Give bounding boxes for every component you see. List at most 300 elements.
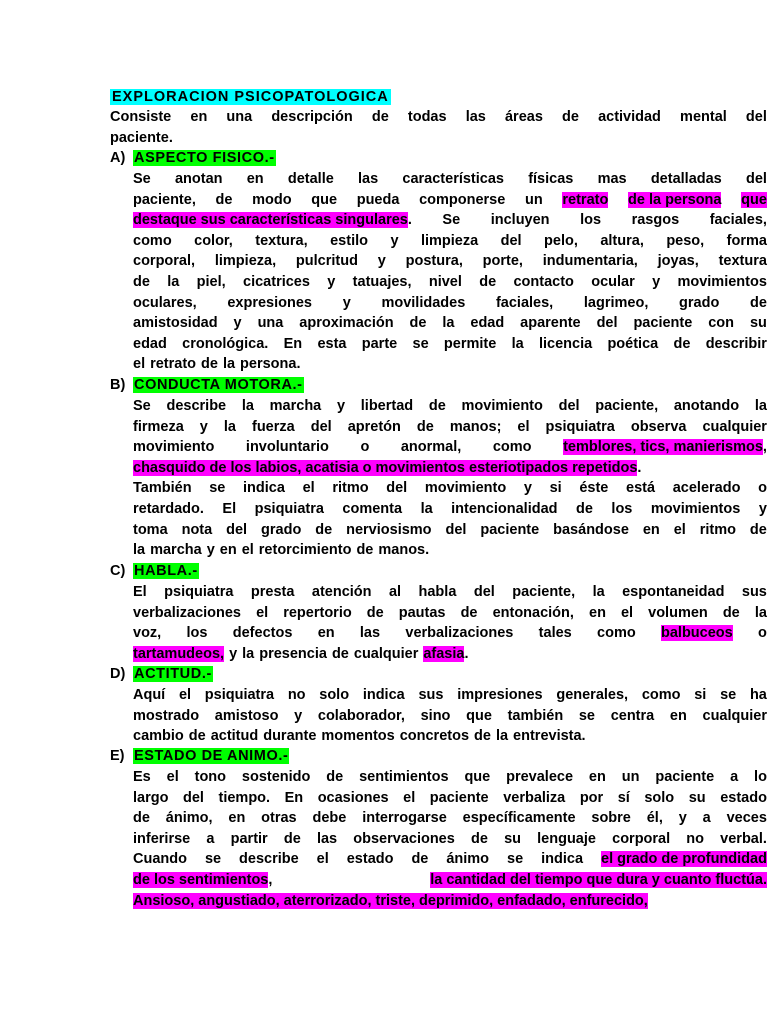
word	[133, 788, 168, 809]
word	[226, 107, 252, 128]
word-text: Aquí	[133, 687, 166, 703]
word-text: de	[133, 810, 150, 827]
word-text: tales	[538, 625, 572, 642]
word	[133, 169, 151, 190]
word	[133, 540, 145, 561]
word-text: que	[311, 191, 338, 208]
word	[651, 499, 740, 520]
word-text: y	[758, 500, 767, 517]
word	[474, 582, 495, 603]
word-text: retrato	[150, 356, 197, 373]
highlighted-word-group	[133, 644, 224, 665]
word-text: de	[576, 500, 593, 517]
text-line	[133, 313, 767, 334]
word	[483, 251, 523, 272]
word	[299, 313, 393, 334]
word-text: verbal.	[720, 830, 767, 847]
word	[255, 499, 324, 520]
word	[446, 849, 489, 870]
word	[618, 788, 630, 809]
word-text: movimiento	[424, 480, 507, 497]
word	[133, 582, 147, 603]
word-text: de	[331, 645, 349, 662]
word	[658, 251, 699, 272]
word	[242, 644, 254, 665]
word	[421, 231, 478, 252]
word	[263, 726, 316, 747]
word	[133, 313, 218, 334]
word-text: rasgos	[631, 212, 680, 229]
word	[750, 520, 767, 541]
word-text: de	[562, 109, 579, 125]
word	[311, 417, 332, 438]
word-text: del	[473, 584, 495, 600]
word	[175, 169, 223, 190]
word	[150, 354, 196, 375]
word	[612, 829, 670, 850]
word	[242, 396, 254, 417]
word	[750, 685, 767, 706]
word	[464, 767, 490, 788]
word	[706, 334, 767, 355]
word	[362, 808, 447, 829]
word	[389, 582, 401, 603]
word-text: sus	[418, 687, 444, 703]
word	[463, 808, 576, 829]
word-text: atención	[311, 584, 372, 600]
highlight-text: que	[741, 191, 767, 208]
word	[252, 190, 291, 211]
word-text: indica	[243, 480, 285, 497]
word	[755, 396, 767, 417]
word-text: si	[549, 480, 562, 497]
word-text: En	[284, 789, 304, 806]
word	[537, 829, 596, 850]
word-text: repertorio	[283, 604, 352, 621]
word-text: también	[507, 707, 564, 724]
word-text: textura,	[255, 232, 308, 249]
word-text: que	[464, 769, 491, 785]
word	[674, 334, 691, 355]
highlighted-word-group	[628, 190, 721, 211]
word-text: las	[465, 109, 486, 125]
word	[670, 706, 687, 727]
word	[133, 437, 214, 458]
word-text: cambio	[133, 728, 184, 745]
word	[411, 849, 428, 870]
word-text: cualquier	[702, 418, 767, 435]
text-line	[133, 706, 767, 727]
word-text: físicas	[528, 171, 574, 187]
word	[400, 726, 469, 747]
word	[425, 478, 506, 499]
word	[242, 540, 254, 561]
word	[679, 808, 687, 829]
word	[312, 808, 346, 829]
word-text: firmeza	[133, 418, 184, 435]
word	[445, 520, 466, 541]
word-text: los	[186, 625, 208, 642]
word	[256, 603, 268, 624]
word-text: pelo,	[544, 232, 578, 249]
word-text: en	[589, 604, 606, 621]
word-text: y	[678, 810, 687, 827]
word-text: describir	[705, 335, 767, 352]
word-text: y	[327, 273, 336, 290]
word	[746, 169, 767, 190]
word-text: habla	[418, 584, 457, 600]
word-text: un	[621, 769, 640, 785]
word	[417, 417, 434, 438]
word-text: mostrado	[133, 707, 200, 724]
word-text: sino	[420, 707, 451, 724]
word-text: fuerza	[252, 418, 295, 435]
word	[133, 726, 184, 747]
word	[386, 478, 407, 499]
word-text: indica	[541, 851, 584, 868]
word-text: un	[525, 191, 543, 208]
word	[600, 231, 644, 252]
highlight-text: destaque sus características singulares	[133, 212, 408, 229]
word	[633, 313, 692, 334]
word-text: los	[580, 212, 602, 229]
word-text: mental	[680, 109, 727, 125]
word-text: pueda	[356, 191, 400, 208]
word-text: de	[416, 418, 434, 435]
text-line	[133, 437, 767, 458]
word	[674, 520, 686, 541]
word	[318, 623, 335, 644]
word	[133, 190, 196, 211]
word-text: sí	[617, 789, 630, 806]
word-text: en	[588, 769, 606, 785]
highlight-text: de los sentimientos	[133, 871, 269, 888]
text-line	[133, 396, 767, 417]
word-text: se	[507, 851, 524, 868]
word	[194, 231, 233, 252]
word-text: corporal	[612, 830, 671, 847]
word-text: amistoso	[214, 707, 279, 724]
word-text: en	[669, 707, 687, 724]
word-text: movimientos	[677, 273, 767, 290]
word-text: se	[720, 687, 737, 703]
word-text: en	[317, 625, 335, 642]
word	[372, 107, 389, 128]
word-text: expresiones	[227, 294, 312, 311]
word-text: a	[702, 810, 711, 827]
word-text: y	[206, 542, 215, 559]
highlighted-word-group	[133, 891, 648, 912]
word	[133, 334, 167, 355]
word-text: forma	[726, 232, 767, 249]
word-text: como	[597, 625, 636, 642]
word-text: estado	[346, 851, 394, 868]
word	[462, 396, 543, 417]
word	[240, 354, 300, 375]
word	[261, 808, 296, 829]
word-text: ocasiones	[317, 789, 389, 806]
word	[546, 417, 615, 438]
text-line	[133, 458, 767, 479]
word	[421, 499, 433, 520]
word-text: postura,	[405, 253, 463, 270]
word	[598, 169, 627, 190]
word-text: detalle	[287, 171, 334, 187]
text-line	[133, 520, 767, 541]
word-text: paciente,	[512, 584, 576, 600]
word	[562, 107, 579, 128]
highlight-text: tartamudeos,	[133, 645, 225, 662]
word	[367, 603, 384, 624]
word	[496, 293, 553, 314]
word-text: se	[578, 707, 595, 724]
word	[679, 293, 719, 314]
word-text: esta	[317, 335, 347, 352]
word	[429, 396, 446, 417]
word	[556, 685, 628, 706]
word	[337, 396, 345, 417]
word-text: retardado.	[133, 500, 204, 517]
word-text: la	[754, 604, 767, 621]
word-text: descripción	[271, 109, 353, 125]
word-text: no	[686, 830, 705, 847]
word	[133, 767, 151, 788]
word	[359, 767, 448, 788]
word	[508, 706, 564, 727]
word	[381, 293, 465, 314]
word	[632, 210, 680, 231]
word	[442, 313, 454, 334]
word	[591, 272, 635, 293]
word-text: áreas	[504, 109, 543, 125]
word-text: indica	[362, 687, 405, 703]
word-text: sostenido	[241, 769, 311, 785]
word	[580, 788, 603, 809]
word	[750, 313, 767, 334]
word-text: sentimientos	[359, 769, 449, 785]
word	[284, 334, 303, 355]
word-text: verbalizaciones	[133, 604, 241, 621]
word	[133, 272, 150, 293]
word-text: En	[283, 335, 303, 352]
word-text: de	[201, 356, 218, 373]
word	[450, 417, 502, 438]
section-body-actitud	[133, 685, 767, 747]
word-text: y	[377, 253, 386, 270]
highlighted-word-group	[562, 190, 608, 211]
word	[550, 478, 562, 499]
word	[229, 644, 237, 665]
word-text: por	[579, 789, 604, 806]
word	[133, 499, 204, 520]
word	[215, 706, 279, 727]
document-title-text: EXPLORACION PSICOPATOLOGICA	[112, 89, 389, 105]
word-text: en	[642, 521, 660, 538]
word	[597, 623, 636, 644]
word-text: tono	[194, 769, 227, 785]
word	[243, 478, 285, 499]
word	[505, 107, 543, 128]
word	[720, 788, 767, 809]
text-line	[133, 354, 767, 375]
word-text: inferirse	[133, 830, 191, 847]
word	[512, 334, 524, 355]
word-text: movimiento	[133, 439, 215, 456]
word	[444, 334, 496, 355]
word-text: grado	[679, 294, 720, 311]
word-text: parte	[361, 335, 398, 352]
text-line	[133, 623, 767, 644]
word-text: del	[745, 171, 767, 187]
word	[317, 829, 337, 850]
word-text: al	[388, 584, 402, 600]
word-text: contacto	[513, 273, 574, 290]
text-line	[133, 788, 767, 809]
word	[258, 313, 284, 334]
word-text: el	[620, 604, 634, 621]
word-text: de	[356, 542, 374, 559]
text-line	[133, 582, 767, 603]
word-text: el	[241, 542, 254, 559]
word-text: de	[188, 728, 206, 745]
word-text: el	[316, 851, 329, 868]
word-text: defectos	[232, 625, 293, 642]
word-text: su	[504, 830, 521, 847]
word	[607, 334, 658, 355]
word-text: la	[442, 315, 455, 332]
word-text: y	[199, 418, 208, 435]
word-text: marcha	[150, 542, 202, 559]
section-heading-e	[110, 746, 289, 766]
word	[296, 251, 358, 272]
word-text: él,	[646, 810, 663, 827]
word-text: actividad	[598, 109, 661, 125]
word-text: acelerado	[672, 480, 741, 497]
word-text: paciente	[429, 789, 489, 806]
word-text: si	[694, 687, 707, 703]
word	[719, 251, 767, 272]
word-text: peso,	[666, 232, 705, 249]
word	[246, 437, 329, 458]
word	[710, 210, 767, 231]
text-line	[133, 685, 767, 706]
word-text: con	[708, 315, 735, 332]
word	[597, 313, 618, 334]
word-text: tatuajes,	[352, 273, 412, 290]
word	[312, 582, 372, 603]
word	[356, 540, 373, 561]
word-text: la	[242, 645, 255, 662]
word	[399, 603, 446, 624]
word-text: psiquiatra	[204, 687, 275, 703]
word-text: amistosidad	[133, 315, 218, 332]
word-text: de	[470, 830, 488, 847]
word-text: una	[226, 109, 253, 125]
word	[200, 417, 208, 438]
text-line	[133, 190, 767, 211]
word-text: persona.	[240, 356, 301, 373]
word-text: retorcimiento	[258, 542, 352, 559]
word	[133, 417, 184, 438]
section-body-conducta-motora	[133, 396, 767, 561]
intro-paragraph	[110, 107, 767, 148]
word	[270, 396, 322, 417]
word	[189, 726, 206, 747]
word	[723, 603, 740, 624]
word-text: de	[409, 315, 427, 332]
word-text: de	[326, 769, 344, 785]
word	[360, 437, 369, 458]
word	[419, 582, 457, 603]
word	[211, 726, 259, 747]
section-heading-c	[110, 561, 199, 581]
word	[318, 788, 389, 809]
word-text: la	[420, 500, 433, 517]
text-line	[133, 334, 767, 355]
word	[233, 623, 293, 644]
word-text: movilidades	[381, 294, 466, 311]
word	[622, 767, 640, 788]
word	[354, 644, 418, 665]
word-text: faciales,	[495, 294, 554, 311]
word	[543, 251, 638, 272]
word	[319, 685, 349, 706]
word	[644, 788, 674, 809]
word-text: voz,	[133, 625, 162, 642]
word-text: una	[257, 315, 284, 332]
word-text: aparente	[520, 315, 581, 332]
word	[133, 520, 168, 541]
word-text: la	[167, 273, 180, 290]
text-line	[133, 870, 767, 891]
word	[626, 478, 655, 499]
text-line	[133, 726, 767, 747]
word	[580, 210, 601, 231]
word	[598, 107, 661, 128]
word-text: la	[495, 728, 509, 745]
word	[242, 767, 310, 788]
word-text: de	[750, 294, 767, 311]
word-text: está	[626, 480, 656, 497]
word-text: solo	[319, 687, 350, 703]
word-text: el	[256, 604, 269, 621]
word-text: no	[287, 687, 306, 703]
word	[754, 767, 767, 788]
word	[231, 829, 268, 850]
word	[694, 685, 706, 706]
word	[652, 272, 660, 293]
word-text: ritmo	[699, 521, 736, 538]
word-text: que	[466, 707, 492, 724]
word-text: se	[412, 335, 429, 352]
word	[553, 520, 629, 541]
word-text: el	[517, 418, 530, 435]
word	[358, 169, 378, 190]
word	[504, 829, 521, 850]
word-text: de	[371, 109, 389, 125]
word-text: solo	[644, 789, 675, 806]
word	[343, 293, 351, 314]
word-text: presta	[250, 584, 295, 600]
word-text: centra	[610, 707, 655, 724]
word	[579, 706, 595, 727]
word	[493, 437, 532, 458]
word	[311, 190, 337, 211]
section-heading-d	[110, 664, 213, 684]
word-text: del	[445, 521, 467, 538]
word-text: en	[228, 810, 246, 827]
word	[164, 582, 233, 603]
